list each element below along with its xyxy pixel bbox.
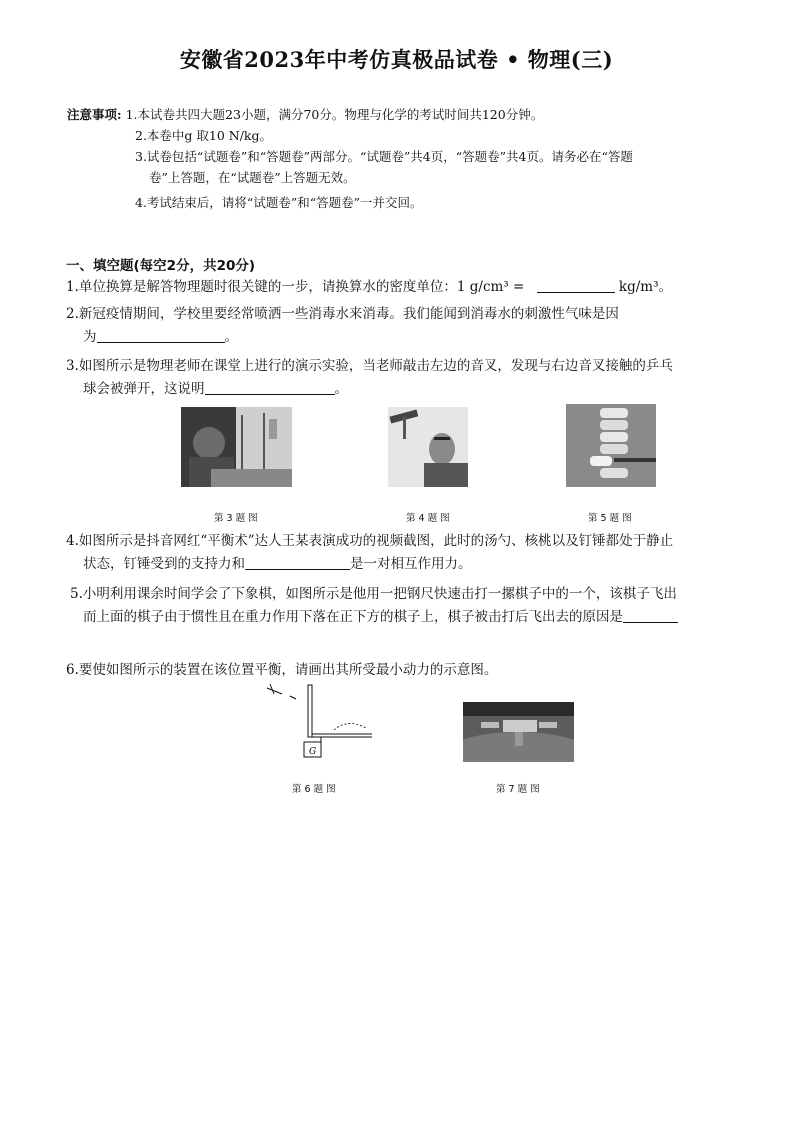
question-3 bbox=[66, 355, 772, 401]
q4-end: 是一对相互作用力。 bbox=[350, 556, 472, 572]
fig7-photo bbox=[463, 702, 574, 762]
q3-text-cont: 球会被弹开，这说明 bbox=[83, 381, 205, 397]
fig4-photo bbox=[388, 407, 468, 487]
fig4-caption: 第 4 题 图 bbox=[406, 513, 450, 524]
fig6-caption: 第 6 题 图 bbox=[292, 784, 336, 795]
fig3-photo bbox=[181, 407, 292, 487]
fig3-caption: 第 3 题 图 bbox=[214, 513, 258, 524]
notice-item-2: 2.本卷中g 取10 N/kg。 bbox=[135, 128, 273, 143]
q5-answer-blank[interactable] bbox=[623, 608, 678, 623]
q3-answer-blank[interactable] bbox=[205, 380, 335, 395]
q1-unit: kg/m³。 bbox=[618, 279, 673, 295]
notice-item-3-cont: 卷”上答题，在“试题卷”上答题无效。 bbox=[149, 170, 356, 185]
q1-text: 1.单位换算是解答物理题时很关键的一步，请换算水的密度单位：1 g/cm³ = bbox=[66, 279, 525, 295]
section-heading: 一、填空题(每空2分，共20分) bbox=[66, 258, 256, 274]
q4-text: 4.如图所示是抖音网红“平衡术”达人王某表演成功的视频截图，此时的汤勺、核桃以及钉锤都处于静止 bbox=[66, 533, 674, 549]
fig6-diagram bbox=[262, 682, 377, 764]
notice-item-3: 3.试卷包括“试题卷”和“答题卷”两部分。“试题卷”共4页，“答题卷”共4页。请务必在“答题 bbox=[135, 149, 633, 164]
q2-answer-blank[interactable] bbox=[97, 328, 225, 343]
q4-text-cont: 状态，钉锤受到的支持力和 bbox=[83, 556, 245, 572]
question-6 bbox=[66, 659, 772, 682]
question-4 bbox=[66, 530, 772, 576]
fig6-weight-label: G bbox=[309, 747, 317, 757]
q5-text-cont: 而上面的棋子由于惯性且在重力作用下落在正下方的棋子上，棋子被击打后飞出去的原因是 bbox=[83, 609, 623, 625]
notice-block bbox=[67, 104, 767, 213]
notice-item-1: 1.本试卷共四大题23小题，满分70分。物理与化学的考试时间共120分钟。 bbox=[125, 107, 544, 122]
q5-text: 5.小明利用课余时间学会了下象棋，如图所示是他用一把钢尺快速击打一摞棋子中的一个，该棋子飞出 bbox=[70, 586, 677, 602]
q4-answer-blank[interactable] bbox=[245, 555, 350, 570]
question-2 bbox=[66, 303, 772, 349]
notice-item-4: 4.考试结束后，请将“试题卷”和“答题卷”一并交回。 bbox=[135, 195, 423, 210]
q6-text: 6.要使如图所示的装置在该位置平衡，请画出其所受最小动力的示意图。 bbox=[66, 662, 498, 678]
fig5-caption: 第 5 题 图 bbox=[588, 513, 632, 524]
q2-end: 。 bbox=[224, 329, 238, 345]
q1-answer-blank[interactable] bbox=[537, 278, 615, 293]
q2-text-cont: 为 bbox=[83, 329, 97, 345]
notice-label: 注意事项: bbox=[67, 107, 122, 122]
page-title: 安徽省2023年中考仿真极品试卷 • 物理(三) bbox=[179, 47, 614, 72]
q3-end: 。 bbox=[334, 381, 348, 397]
q2-text: 2.新冠疫情期间，学校里要经常喷洒一些消毒水来消毒。我们能闻到消毒水的刺激性气味是因 bbox=[66, 306, 619, 322]
q3-text: 3.如图所示是物理老师在课堂上进行的演示实验，当老师敲击左边的音叉，发现与右边音叉接触的乒乓 bbox=[66, 358, 673, 374]
fig5-photo bbox=[566, 404, 656, 487]
fig7-caption: 第 7 题 图 bbox=[496, 784, 540, 795]
question-5 bbox=[70, 583, 772, 629]
question-1 bbox=[66, 276, 772, 299]
